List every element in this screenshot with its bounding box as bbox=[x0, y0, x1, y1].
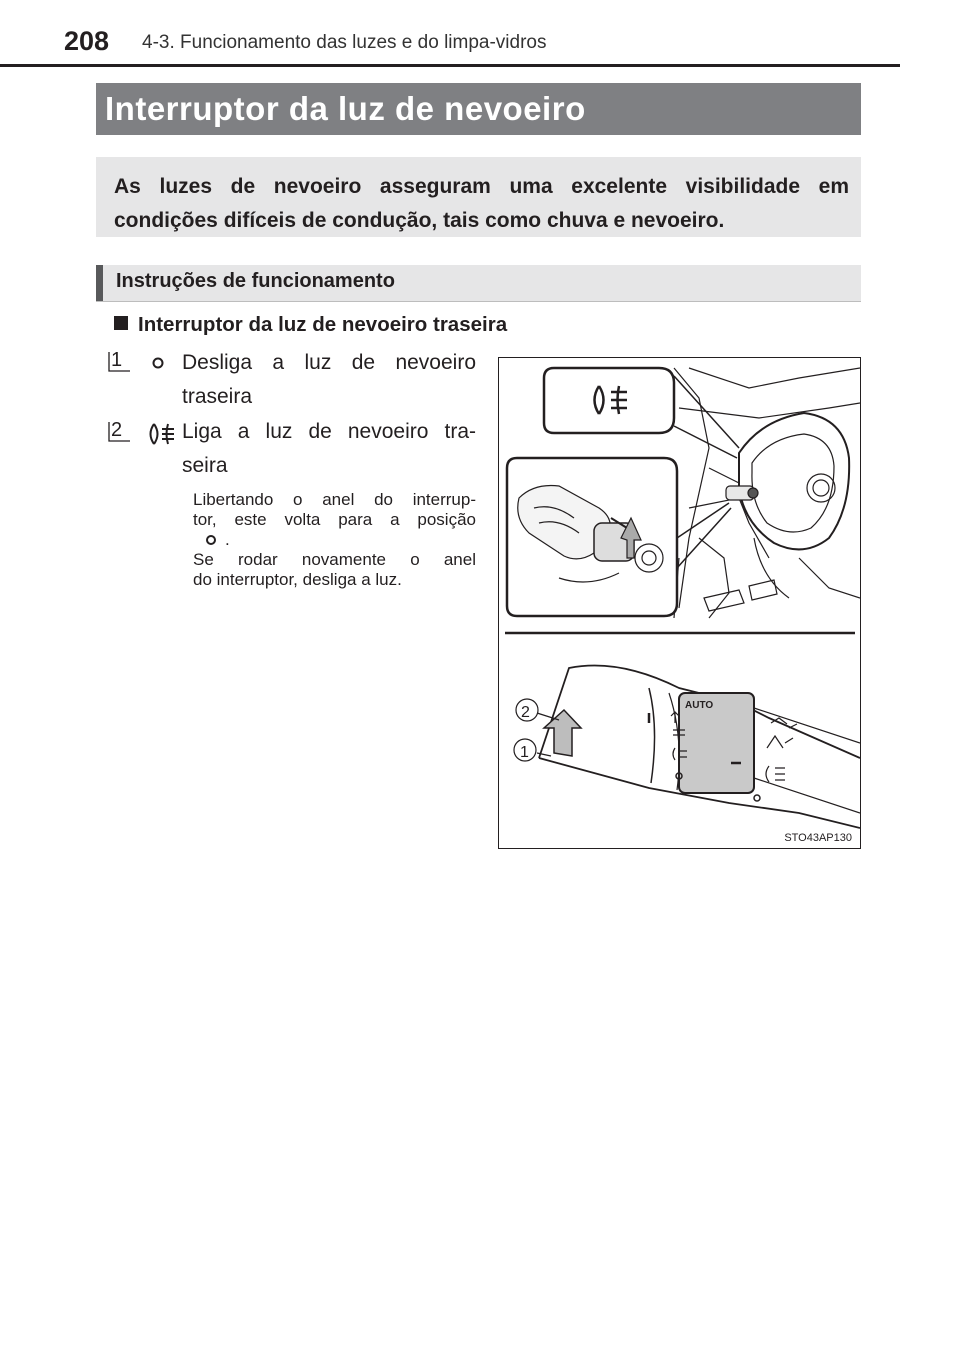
section-bar bbox=[96, 265, 861, 302]
off-position-icon bbox=[151, 356, 165, 370]
section-title: Instruções de funcionamento bbox=[116, 270, 395, 292]
intro-text: As luzes de nevoeiro asseguram uma excelente visibilidade em condições difíceis de condução, tais como chuva e nevoeiro. bbox=[114, 175, 849, 232]
note-line4: Se rodar novamente o anel bbox=[193, 550, 476, 569]
title-bar bbox=[96, 83, 861, 135]
item-2-line2: seira bbox=[182, 454, 228, 477]
chapter-title: 4-3. Funcionamento das luzes e do limpa-vidros bbox=[142, 32, 547, 53]
item-number-text: 1 bbox=[111, 349, 123, 371]
page-number: 208 bbox=[64, 26, 110, 56]
fog-switch-illustration bbox=[498, 357, 861, 849]
illustration-drawing bbox=[499, 358, 860, 848]
note-line1: Libertando o anel do interrup- bbox=[193, 490, 476, 509]
item-1-line1: Desliga a luz de nevoeiro bbox=[182, 351, 476, 374]
auto-label: AUTO bbox=[685, 700, 714, 711]
subheading bbox=[114, 313, 507, 337]
note-line3-text: . bbox=[225, 530, 230, 549]
intro-box bbox=[96, 157, 861, 237]
item-2-text bbox=[182, 415, 476, 483]
header-rule bbox=[0, 64, 900, 67]
off-position-icon bbox=[205, 534, 217, 546]
figure-code: STO43AP130 bbox=[784, 832, 852, 844]
note-line5: do interruptor, desliga a luz. bbox=[193, 570, 402, 589]
item-1-text bbox=[182, 346, 476, 414]
page-title: Interruptor da luz de nevoeiro bbox=[105, 90, 586, 127]
callout-2: 2 bbox=[521, 704, 530, 721]
subheading-text: Interruptor da luz de nevoeiro traseira bbox=[138, 313, 508, 336]
item-number-2 bbox=[108, 420, 130, 442]
item-2-line1: Liga a luz de nevoeiro tra- bbox=[182, 420, 476, 443]
item-number-text: 2 bbox=[111, 419, 123, 441]
item-1-line2: traseira bbox=[182, 385, 253, 408]
section-accent bbox=[96, 265, 103, 301]
note-line3 bbox=[193, 530, 476, 550]
note-text bbox=[193, 490, 476, 590]
item-number-1 bbox=[108, 350, 130, 372]
square-bullet-icon bbox=[114, 316, 128, 330]
note-line2: tor, este volta para a posição bbox=[193, 510, 476, 529]
page-header bbox=[60, 26, 900, 66]
callout-1: 1 bbox=[520, 744, 529, 761]
rear-fog-light-icon bbox=[146, 421, 176, 447]
